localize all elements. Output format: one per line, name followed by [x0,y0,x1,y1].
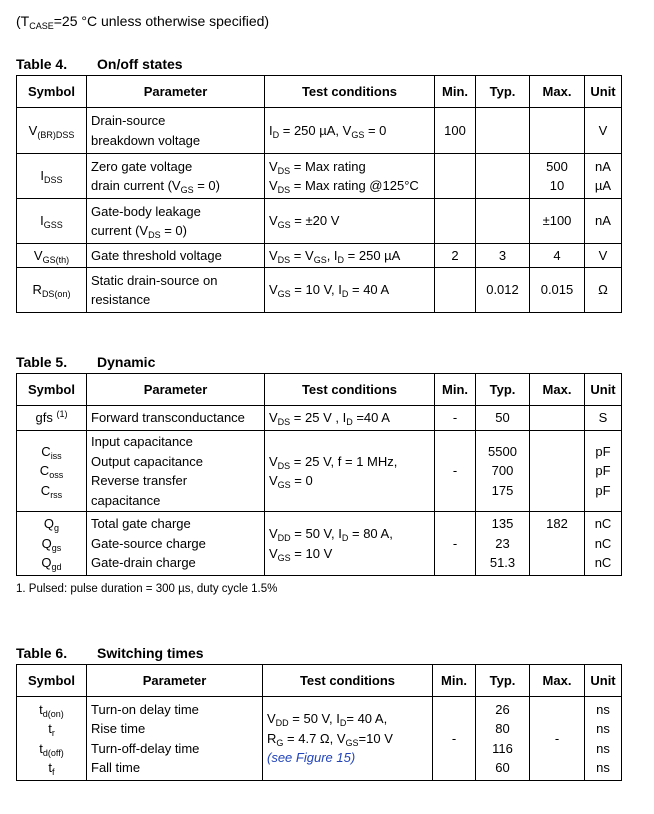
unit-line: nC [594,555,612,571]
parameter-line: current $(V_{DS} = 0)$ [91,223,187,240]
unit-cell: S [585,406,622,431]
min-cell: 100 [435,108,476,154]
max-line: 10 [549,178,565,193]
test-cell [263,697,433,781]
parameter-cell [87,108,265,154]
footnote-marker: (1) [56,409,68,420]
table-row [17,154,622,199]
unit-cell: V [585,108,622,154]
header-test-conditions: Test conditions [263,665,433,697]
min-cell: - [433,697,476,781]
table5 [16,373,622,576]
unit-line: nC [594,535,612,551]
test-cell: $V_{DS} = 25$ V , $I_D =40$ A [265,406,435,431]
unit-line: ns [596,721,610,736]
header-unit: Unit [585,665,622,697]
header-max: Max. [530,665,585,697]
table5-header-row [17,374,622,406]
typ-cell [476,154,530,199]
test-line: $V_{DS}$ = Max rating @125°C [269,178,419,195]
unit-line: pF [595,463,611,479]
typ-line: 51.3 [489,555,516,571]
parameter-cell [87,697,263,781]
symbol-cell: $R_{DS(on)}$ [17,268,87,313]
unit-cell [585,512,622,576]
unit-line: ns [596,740,610,756]
parameter-line: Turn-on delay time [91,701,199,717]
max-cell: - [530,697,585,781]
parameter-line: Total gate charge [91,516,191,532]
table-row [17,406,622,431]
test-cell: $V_{DS} = V_{GS}$, $I_D = 250$ µA [265,244,435,268]
table6-number: Table 6. [16,645,68,661]
test-cell: $V_{GS} = 10$ V, $I_D = 40$ A [265,268,435,313]
table-row [17,431,622,512]
typ-line: 116 [492,740,513,756]
min-cell [435,154,476,199]
test-cell: $I_D = 250$ µA, $V_{GS} = 0$ [265,108,435,154]
parameter-line: Turn-off-delay time [91,740,200,756]
test-line: $V_{DS}$ = Max rating [269,158,366,176]
symbol-cell [17,512,87,576]
table4-number: Table 4. [16,56,68,72]
parameter-cell [87,154,265,199]
header-min: Min. [435,374,476,406]
table6-caption [16,645,204,661]
symbol-cell [17,431,87,512]
typ-cell [476,108,530,154]
unit-cell [585,697,622,781]
unit-cell [585,431,622,512]
symbol-line: $C_{iss}$ [41,443,62,461]
unit-line: nA [595,158,611,174]
symbol-cell: $V_{(BR)DSS}$ [17,108,87,154]
parameter-line: resistance [91,292,151,307]
parameter-line: Gate-drain charge [91,555,196,571]
header-max: Max. [530,374,585,406]
header-symbol: Symbol [17,76,87,108]
header-test-conditions: Test conditions [265,76,435,108]
parameter-line: Fall time [91,760,141,775]
symbol-cell: $I_{DSS}$ [17,154,87,199]
min-cell [435,199,476,244]
header-typ: Typ. [476,665,530,697]
test-cell: $V_{GS} = \pm 20$ V [265,199,435,244]
parameter-cell [87,431,265,512]
parameter-cell [87,199,265,244]
table-row [17,199,622,244]
header-test-conditions: Test conditions [265,374,435,406]
typ-line: 135 [491,516,514,532]
max-cell: 4 [530,244,585,268]
parameter-line: Reverse transfer [91,473,188,488]
min-cell [435,268,476,313]
test-cell [265,512,435,576]
max-cell [530,108,585,154]
unit-cell: V [585,244,622,268]
symbol-cell: $I_{GSS}$ [17,199,87,244]
unit-line: ns [596,701,610,717]
symbol-line: $Q_g$ [43,516,60,534]
table-row [17,512,622,576]
parameter-cell [87,268,265,313]
unit-line: ns [596,760,610,775]
header-max: Max. [530,76,585,108]
table4-title: On/off states [97,56,183,72]
max-cell [530,431,585,512]
typ-line: 23 [495,535,510,551]
unit-cell: Ω [585,268,622,313]
test-cell [265,154,435,199]
header-symbol: Symbol [17,665,87,697]
symbol-line: $Q_{gs}$ [41,535,62,553]
table-row [17,268,622,313]
max-line: 500 [546,158,568,174]
typ-line: 80 [495,721,510,736]
test-line: $V_{DD} = 50$ V, $I_D = 80$ A, [269,526,393,543]
table5-number: Table 5. [16,354,68,370]
parameter-cell: Gate threshold voltage [87,244,265,268]
header-min: Min. [433,665,476,697]
parameter-line: Output capacitance [91,453,204,469]
min-cell: - [435,512,476,576]
header-symbol: Symbol [17,374,87,406]
max-cell [530,512,585,576]
table4 [16,75,622,313]
parameter-line: Static drain-source on [91,272,218,288]
table6-title: Switching times [97,645,204,661]
parameter-line: breakdown voltage [91,132,201,148]
max-cell [530,154,585,199]
unit-line: pF [595,482,611,498]
unit-line: nC [594,516,612,532]
symbol-cell: $V_{GS(th)}$ [17,244,87,268]
unit-cell: nA [585,199,622,244]
parameter-cell: Forward transconductance [87,406,265,431]
parameter-line: Drain-source [91,113,166,128]
typ-cell [476,431,530,512]
symbol-cell [17,697,87,781]
see-figure-15-link[interactable]: (see Figure 15) [267,750,356,766]
table5-title: Dynamic [97,354,156,370]
table4-header-row [17,76,622,108]
min-cell: - [435,406,476,431]
typ-cell: 0.012 [476,268,530,313]
parameter-line: drain current $(V_{GS} = 0)$ [91,178,220,195]
parameter-line: capacitance [91,492,161,508]
min-cell: - [435,431,476,512]
symbol-line: $C_{rss}$ [40,482,63,500]
parameter-cell [87,512,265,576]
test-line: $R_G = 4.7$ Ω, $V_{GS}=10$ V [267,730,393,748]
header-parameter: Parameter [87,76,265,108]
typ-cell: 50 [476,406,530,431]
symbol-line: $Q_{gd}$ [41,555,62,573]
typ-cell [476,199,530,244]
unit-line: µA [594,178,612,193]
header-unit: Unit [585,76,622,108]
typ-line: 175 [491,482,514,498]
typ-cell [476,697,530,781]
test-line: $V_{GS} = 10$ V [269,545,333,563]
typ-cell [476,512,530,576]
typ-cell: 3 [476,244,530,268]
parameter-line: Gate-body leakage [91,203,201,219]
max-cell [530,406,585,431]
symbol-line: $t_{d(on)}$ [39,701,64,719]
symbol-text: gfs [35,410,53,426]
typ-line: 700 [491,463,514,479]
symbol-line: $t_f$ [48,760,55,777]
parameter-line: Input capacitance [91,434,193,449]
table5-footnote: 1. Pulsed: pulse duration = 300 µs, duty cycle 1.5% [16,583,278,595]
parameter-line: Rise time [91,721,146,736]
table5-caption [16,354,155,370]
unit-line: pF [595,443,611,459]
max-cell: ±100 [530,199,585,244]
header-parameter: Parameter [87,665,263,697]
typ-line: 26 [495,701,510,717]
table4-caption [16,56,183,72]
header-parameter: Parameter [87,374,265,406]
symbol-line: $t_r$ [48,721,55,738]
max-cell: 0.015 [530,268,585,313]
test-line: $V_{DS} = 25$ V, f = 1 MHz, [269,453,398,471]
max-line: 182 [546,516,568,531]
min-cell: 2 [435,244,476,268]
header-unit: Unit [585,374,622,406]
table6-header-row [17,665,622,697]
symbol-cell [17,406,87,431]
table6 [16,664,622,781]
condition-note: ($T_{CASE}=25$ °C unless otherwise specified) [16,13,270,31]
table-row [17,697,622,781]
test-line: $V_{GS} = 0$ [269,473,313,490]
table-row [17,244,622,268]
parameter-line: Zero gate voltage [91,158,193,174]
header-typ: Typ. [476,374,530,406]
symbol-line: $C_{oss}$ [39,463,64,481]
typ-line: 60 [495,760,510,775]
symbol-line: $t_{d(off)}$ [39,740,64,758]
table-row [17,108,622,154]
test-line: $V_{DD} = 50$ V, $I_D= 40$ A, [267,711,388,729]
typ-line: 5500 [488,443,517,459]
test-cell [265,431,435,512]
header-typ: Typ. [476,76,530,108]
header-min: Min. [435,76,476,108]
unit-cell [585,154,622,199]
parameter-line: Gate-source charge [91,535,206,551]
